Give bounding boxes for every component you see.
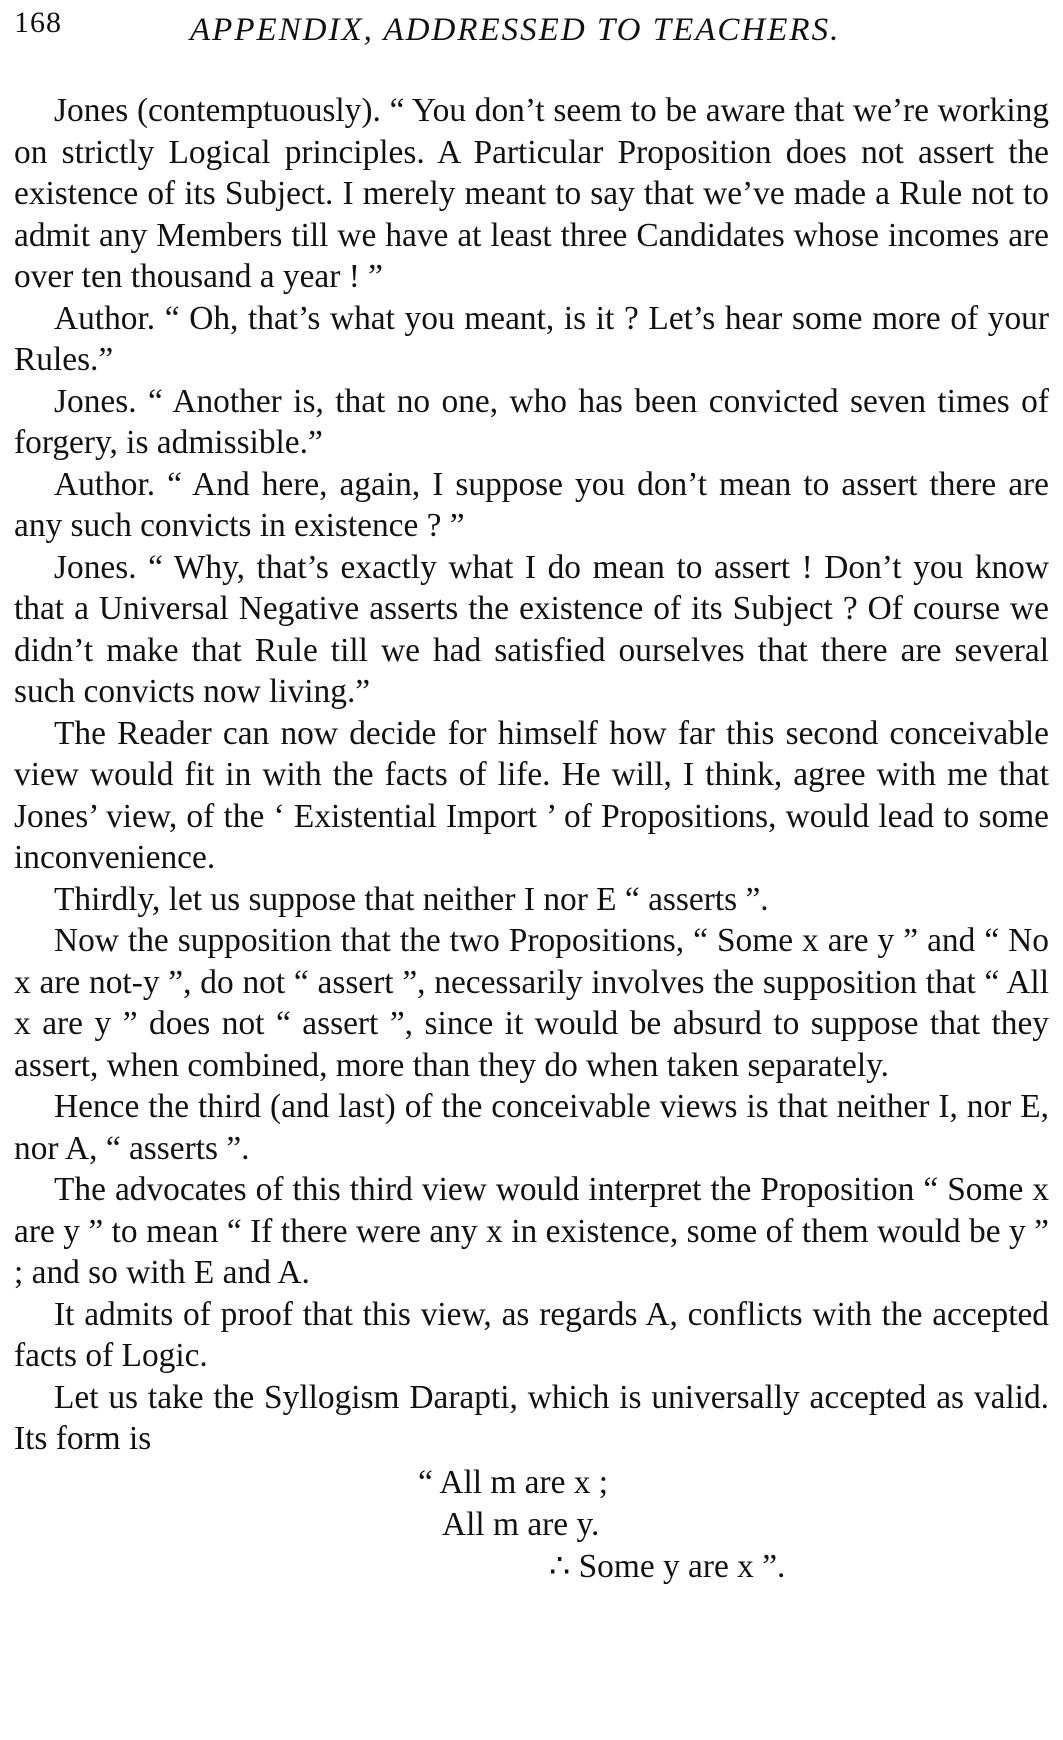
syllogism-block	[14, 1462, 1063, 1588]
syllogism-line: All m are y.	[442, 1505, 600, 1543]
paragraph: Thirdly, let us suppose that neither I nor E “ asserts ”.	[54, 880, 769, 918]
paragraph: Let us take the Syllogism Darapti, which is universally accepted as valid. Its form is	[14, 1378, 1049, 1457]
running-head: APPENDIX, ADDRESSED TO TEACHERS.	[190, 12, 841, 48]
paragraph: Jones. “ Why, that’s exactly what I do mean to assert ! Don’t you know that a Universal Negative asserts the existence of its Subject ? Of course we didn’t make that Rule till we had satisfied ourselves that there are several such convicts now living.”	[14, 548, 1049, 710]
body-text	[14, 90, 1049, 1460]
paragraph: The Reader can now decide for himself how far this second conceivable view would fit in with the facts of life. He will, I think, agree with me that Jones’ view, of the ‘ Existential Import ’ of Propositions, would lead to some inconvenience.	[14, 714, 1049, 876]
paragraph: It admits of proof that this view, as regards A, conflicts with the accepted facts of Logic.	[14, 1295, 1049, 1374]
paragraph: Now the supposition that the two Propositions, “ Some x are y ” and “ No x are not-y ”, do not “ assert ”, necessarily involves the supposition that “ All x are y ” does not “ assert ”, since it would be absurd to suppose that they assert, when combined, more than they do when taken separately.	[14, 922, 1049, 1084]
paragraph: Author. “ And here, again, I suppose you don’t mean to assert there are any such convicts in existence ? ”	[14, 465, 1049, 544]
syllogism-line: “ All m are x ;	[418, 1463, 609, 1501]
paragraph: Jones (contemptuously). “ You don’t seem to be aware that we’re working on strictly Logical principles. A Particular Proposition does not assert the existence of its Subject. I merely meant to say that we’ve made a Rule not to admit any Members till we have at least three Candidates whose incomes are over ten thousand a year ! ”	[14, 92, 1049, 295]
paragraph: Jones. “ Another is, that no one, who has been convicted seven times of forgery, is admissible.”	[14, 382, 1049, 461]
paragraph: Hence the third (and last) of the conceivable views is that neither I, nor E, nor A, “ asserts ”.	[14, 1088, 1049, 1167]
paragraph: The advocates of this third view would interpret the Proposition “ Some x are y ” to mean “ If there were any x in existence, some of them would be y ” ; and so with E and A.	[14, 1171, 1049, 1291]
paragraph: Author. “ Oh, that’s what you meant, is it ? Let’s hear some more of your Rules.”	[14, 299, 1049, 378]
syllogism-line: ∴ Some y are x ”.	[549, 1547, 786, 1585]
page-number: 168	[14, 6, 62, 39]
page-header	[14, 6, 1063, 64]
